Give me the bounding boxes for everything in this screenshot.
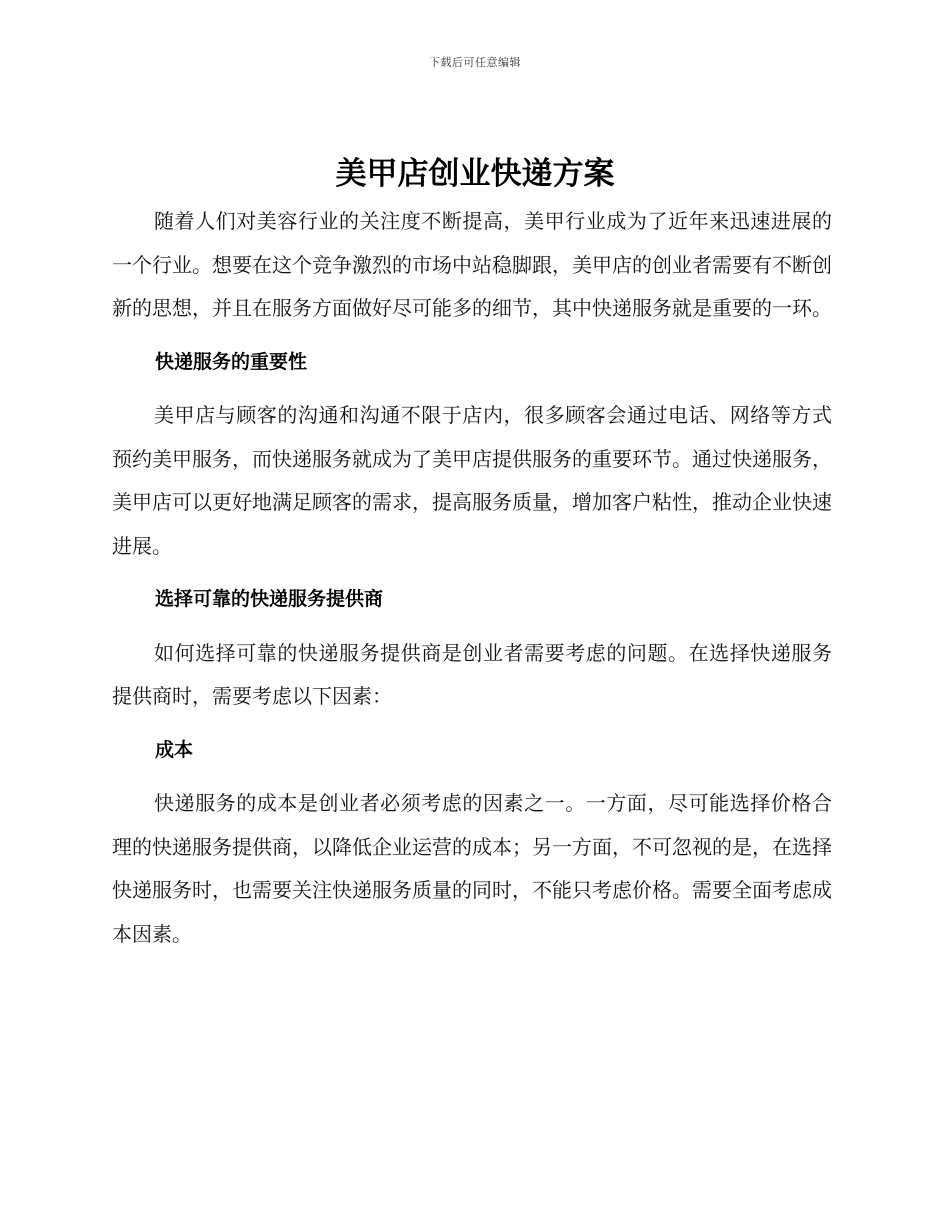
section-paragraph-choose-provider: 如何选择可靠的快递服务提供商是创业者需要考虑的问题。在选择快递服务提供商时，需要考虑以下因素：: [112, 640, 832, 708]
document-title: 美甲店创业快递方案: [335, 156, 615, 192]
document-body: [112, 200, 832, 956]
section-paragraph-importance: 美甲店与顾客的沟通和沟通不限于店内，很多顾客会通过电话、网络等方式预约美甲服务，而快递服务就成为了美甲店提供服务的重要环节。通过快递服务，美甲店可以更好地满足顾客的需求，提高服务质量，增加客户粘性，推动企业快速进展。: [112, 403, 832, 558]
section-heading-cost: 成本: [155, 738, 194, 761]
page-header-note: 下载后可任意编辑: [429, 56, 521, 69]
section-heading-choose-provider: 选择可靠的快递服务提供商: [155, 588, 384, 610]
section-paragraph-cost: 快递服务的成本是创业者必须考虑的因素之一。一方面，尽可能选择价格合理的快递服务提供商，以降低企业运营的成本；另一方面，不可忽视的是，在选择快递服务时，也需要关注快递服务质量的同时，不能只考虑价格。需要全面考虑成本因素。: [112, 791, 832, 946]
intro-paragraph: 随着人们对美容行业的关注度不断提高，美甲行业成为了近年来迅速进展的一个行业。想要在这个竞争激烈的市场中站稳脚跟，美甲店的创业者需要有不断创新的思想，并且在服务方面做好尽可能多的细节，其中快递服务就是重要的一环。: [112, 209, 832, 320]
section-heading-importance: 快递服务的重要性: [155, 350, 308, 373]
